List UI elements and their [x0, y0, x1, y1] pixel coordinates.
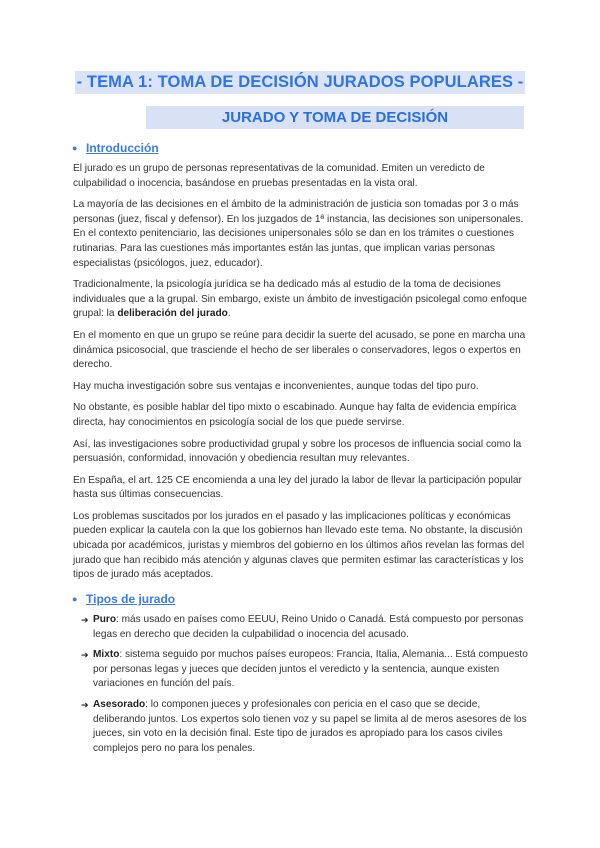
page-title: - TEMA 1: TOMA DE DECISIÓN JURADOS POPULARES - — [75, 71, 526, 94]
paragraph: Hay mucha investigación sobre sus ventajas e inconvenientes, aunque todas del tipo puro. — [73, 380, 479, 392]
paragraph: Tradicionalmente, la psicología jurídica se ha dedicado más al estudio de la toma de decisiones individuales que a la grupal. Sin embargo, existe un ámbito de investigación psicolegal como enfoque grupal: la deliberación del jurado. — [73, 279, 527, 320]
arrow-right-icon: ➔ — [81, 650, 89, 661]
arrow-right-icon: ➔ — [81, 699, 89, 710]
types-list — [81, 613, 529, 762]
paragraph: En España, el art. 125 CE encomienda a una ley del jurado la labor de llevar la participación popular hasta sus últimas consecuencias. — [73, 474, 522, 501]
intro-body — [73, 162, 529, 590]
bold-term: deliberación del jurado — [117, 308, 228, 320]
bullet-icon: ● — [72, 143, 78, 153]
list-item: ➔ Puro: más usado en países como EEUU, Reino Unido o Canadá. Está compuesto por personas legas en derecho que deciden la culpabilidad o inocencia del acusado. — [81, 614, 524, 640]
intro-heading-label: Introducción — [86, 141, 159, 155]
paragraph: El jurado es un grupo de personas representativas de la comunidad. Emiten un veredicto de culpabilidad o inocencia, basándose en pruebas presentadas en la vista oral. — [73, 163, 485, 189]
bullet-icon: ● — [72, 594, 78, 604]
paragraph: Así, las investigaciones sobre productividad grupal y sobre los procesos de influencia social como la persuasión, conformidad, innovación y obediencia resultan muy relevantes. — [73, 438, 522, 465]
paragraph: La mayoría de las decisiones en el ámbito de la administración de justicia son tomadas por 3 o más personas (juez, fiscal y defensor). En los juzgados de 1ª instancia, las decisiones son unipersonales. En el contexto penitenciario, las decisiones unipersonales sólo se dan en los trámites o cuestiones rutinarias. Para las cuestiones más importantes están las juntas, que implican varias personas especialistas (psicólogos, juez, educador). — [73, 199, 524, 269]
paragraph: Los problemas suscitados por los jurados en el pasado y las implicaciones políticas y económicas pueden explicar la cautela con la que los gobiernos han llevado este tema. No obstante, la discusión ubicada por académicos, juristas y miembros del gobierno en los últimos años revelan las formas del jurado que han recibido más atención y algunas claves que permiten estimar las características y los tipos de jurado más aceptados. — [73, 510, 525, 581]
arrow-right-icon: ➔ — [81, 615, 89, 625]
title-wrap — [0, 71, 600, 94]
intro-heading — [72, 141, 159, 155]
list-item: ➔ Mixto: sistema seguido por muchos países europeos: Francia, Italia, Alemania... Está compuesto por personas legas y jueces que deciden juntos el veredicto y la sentencia, aunque existen variaciones en función del país. — [81, 649, 528, 690]
list-item: ➔ Asesorado: lo componen jueces y profesionales con pericia en el caso que se decide, deliberando juntos. Los expertos solo tienen voz y su papel se limita al de meros asesores de los jueces, sin voto en la decisión final. Este tipo de jurados es apropiado para los casos civiles complejos pero no para los penales. — [81, 698, 527, 754]
paragraph: En el momento en que un grupo se reúne para decidir la suerte del acusado, se pone en marcha una dinámica psicosocial, que trasciende el hecho de ser liberales o conservadores, legos o expertos en derecho. — [73, 329, 526, 371]
types-heading — [72, 592, 175, 606]
types-heading-label: Tipos de jurado — [86, 592, 176, 606]
paragraph: No obstante, es posible hablar del tipo mixto o escabinado. Aunque hay falta de evidencia empírica directa, hay conocimientos en psicología social de los que puede servirse. — [73, 402, 517, 428]
section-subtitle: JURADO Y TOMA DE DECISIÓN — [146, 106, 524, 129]
